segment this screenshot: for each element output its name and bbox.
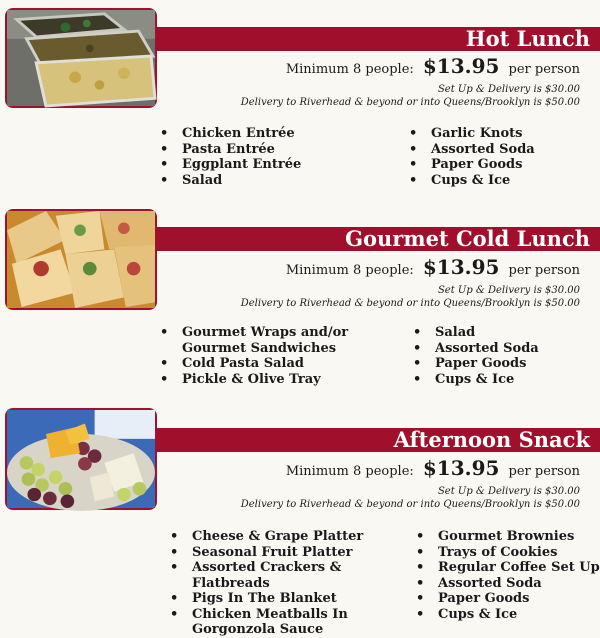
list-item: • Trays of Cookies [416, 545, 600, 561]
gourmet-cold-lunch-section [0, 207, 600, 407]
price-line [286, 456, 580, 480]
menu-items-left [160, 325, 348, 387]
list-item: • Salad [413, 325, 539, 341]
delivery-info [241, 284, 580, 310]
list-item: Gourmet Sandwiches [182, 340, 337, 356]
list-item: • Chicken Entrée [160, 126, 301, 142]
price: $13.95 [422, 54, 500, 78]
minimum-label: Minimum 8 people: [285, 464, 414, 479]
section-title: Gourmet Cold Lunch [157, 227, 600, 251]
fruit-platter-photo [5, 408, 157, 510]
list-item: • Assorted Soda [413, 341, 539, 357]
list-item: • Pickle & Olive Tray [160, 372, 348, 388]
price-line [286, 255, 580, 279]
setup-delivery-fee: Set Up & Delivery is $30.00 [437, 285, 580, 296]
wraps-photo [5, 209, 157, 310]
price-line [286, 54, 580, 78]
list-item: • Seasonal Fruit Platter [170, 545, 420, 561]
menu-items-right [413, 325, 539, 387]
minimum-label: Minimum 8 people: [285, 263, 414, 278]
extended-delivery-fee: Delivery to Riverhead & beyond or into Queens/Brooklyn is $50.00 [240, 97, 580, 108]
per-person-label: per person [508, 464, 580, 479]
section-title: Hot Lunch [157, 27, 600, 51]
setup-delivery-fee: Set Up & Delivery is $30.00 [437, 486, 580, 497]
list-item: • Chicken Meatballs In Gorgonzola Sauce [170, 607, 420, 638]
extended-delivery-fee: Delivery to Riverhead & beyond or into Queens/Brooklyn is $50.00 [240, 499, 580, 510]
list-item: • Cheese & Grape Platter [170, 529, 420, 545]
menu-items-right [409, 126, 535, 188]
list-item: • Cups & Ice [416, 607, 600, 623]
extended-delivery-fee: Delivery to Riverhead & beyond or into Queens/Brooklyn is $50.00 [240, 298, 580, 309]
price: $13.95 [422, 456, 500, 480]
list-item: • Eggplant Entrée [160, 157, 301, 173]
list-item: • Pasta Entrée [160, 142, 301, 158]
list-item: • Cups & Ice [413, 372, 539, 388]
list-item: • Salad [160, 173, 301, 189]
minimum-label: Minimum 8 people: [285, 62, 414, 77]
hot-lunch-section [0, 0, 600, 207]
menu-items-left [170, 529, 420, 638]
menu-items-right [416, 529, 600, 622]
list-item: • Paper Goods [409, 157, 535, 173]
list-item: • Paper Goods [413, 356, 539, 372]
delivery-info [241, 83, 580, 109]
afternoon-snack-section [0, 407, 600, 637]
setup-delivery-fee: Set Up & Delivery is $30.00 [437, 84, 580, 95]
list-item: • Pigs In The Blanket [170, 591, 420, 607]
list-item: • Garlic Knots [409, 126, 535, 142]
list-item: • Gourmet Brownies [416, 529, 600, 545]
food-trays-photo [5, 8, 157, 108]
list-item: • Gourmet Wraps and/or [160, 325, 348, 341]
list-item: • Regular Coffee Set Up [416, 560, 600, 576]
list-item: • Paper Goods [416, 591, 600, 607]
list-item: • Assorted Crackers & Flatbreads [170, 560, 420, 591]
price: $13.95 [422, 255, 500, 279]
delivery-info [241, 485, 580, 511]
per-person-label: per person [508, 263, 580, 278]
list-item: • Assorted Soda [416, 576, 600, 592]
list-item: • Cold Pasta Salad [160, 356, 348, 372]
list-item: • Assorted Soda [409, 142, 535, 158]
per-person-label: per person [508, 62, 580, 77]
list-item: • Cups & Ice [409, 173, 535, 189]
section-title: Afternoon Snack [157, 428, 600, 452]
menu-items-left [160, 126, 301, 188]
